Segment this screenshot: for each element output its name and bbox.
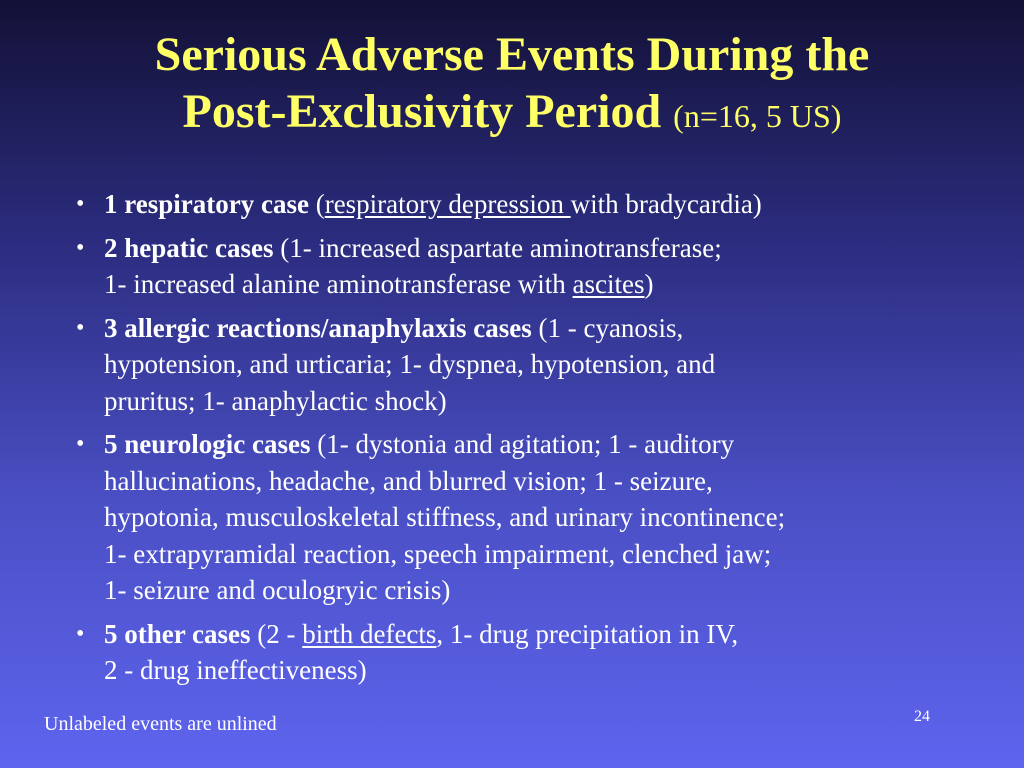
bullet-heading: 3 allergic reactions/anaphylaxis cases xyxy=(104,312,532,343)
bullet-text: , 1- drug precipitation in IV, xyxy=(436,618,739,649)
title-line-2: Post-Exclusivity Period xyxy=(182,85,662,138)
page-number: 24 xyxy=(914,708,930,725)
bullet-text: 1- extrapyramidal reaction, speech impairment, clenched jaw; xyxy=(104,538,772,569)
bullet-text: pruritus; 1- anaphylactic shock) xyxy=(104,385,447,416)
bullet-marker: • xyxy=(76,620,85,647)
bullet-text: (1 - cyanosis, xyxy=(531,312,684,343)
bullet-text: ( xyxy=(308,189,325,219)
bullet-text: hallucinations, headache, and blurred vision; 1 - seizure, xyxy=(104,465,713,496)
adverse-events-list xyxy=(76,186,976,696)
bullet-text: 1- increased alanine aminotransferase with xyxy=(104,269,573,299)
bullet-heading: 5 neurologic cases xyxy=(104,429,311,459)
underlined-term-respiratory-depression: respiratory depression xyxy=(324,189,571,219)
bullet-text: (1- dystonia and agitation; 1 - auditory xyxy=(310,429,735,459)
bullet-neurologic xyxy=(76,426,976,609)
bullet-text: (2 - xyxy=(250,618,303,649)
bullet-text: hypotension, and urticaria; 1- dyspnea, hypotension, and xyxy=(104,349,716,379)
bullet-allergic xyxy=(76,310,976,420)
bullet-hepatic xyxy=(76,230,976,303)
bullet-marker: • xyxy=(76,431,85,457)
slide-title xyxy=(0,26,1024,145)
bullet-heading: 1 respiratory case xyxy=(104,189,309,219)
bullet-text: ) xyxy=(644,269,654,299)
bullet-heading: 2 hepatic cases xyxy=(104,232,274,263)
bullet-text: with bradycardia) xyxy=(570,189,762,219)
bullet-marker: • xyxy=(76,314,85,341)
bullet-text: 1- seizure and oculogryic crisis) xyxy=(104,575,451,605)
footer-note: Unlabeled events are unlined xyxy=(44,713,277,735)
underlined-term-ascites: ascites xyxy=(572,269,645,299)
bullet-respiratory xyxy=(76,186,976,223)
title-line-1: Serious Adverse Events During the xyxy=(154,28,870,81)
bullet-text: 2 - drug ineffectiveness) xyxy=(104,655,367,685)
underlined-term-birth-defects: birth defects xyxy=(302,618,437,649)
bullet-other xyxy=(76,616,976,689)
bullet-marker: • xyxy=(76,234,85,261)
bullet-text: (1- increased aspartate aminotransferase; xyxy=(273,232,722,263)
bullet-marker: • xyxy=(76,191,85,217)
title-sample-size: (n=16, 5 US) xyxy=(673,98,842,134)
bullet-text: hypotonia, musculoskeletal stiffness, and urinary incontinence; xyxy=(104,502,786,532)
bullet-heading: 5 other cases xyxy=(104,618,251,649)
